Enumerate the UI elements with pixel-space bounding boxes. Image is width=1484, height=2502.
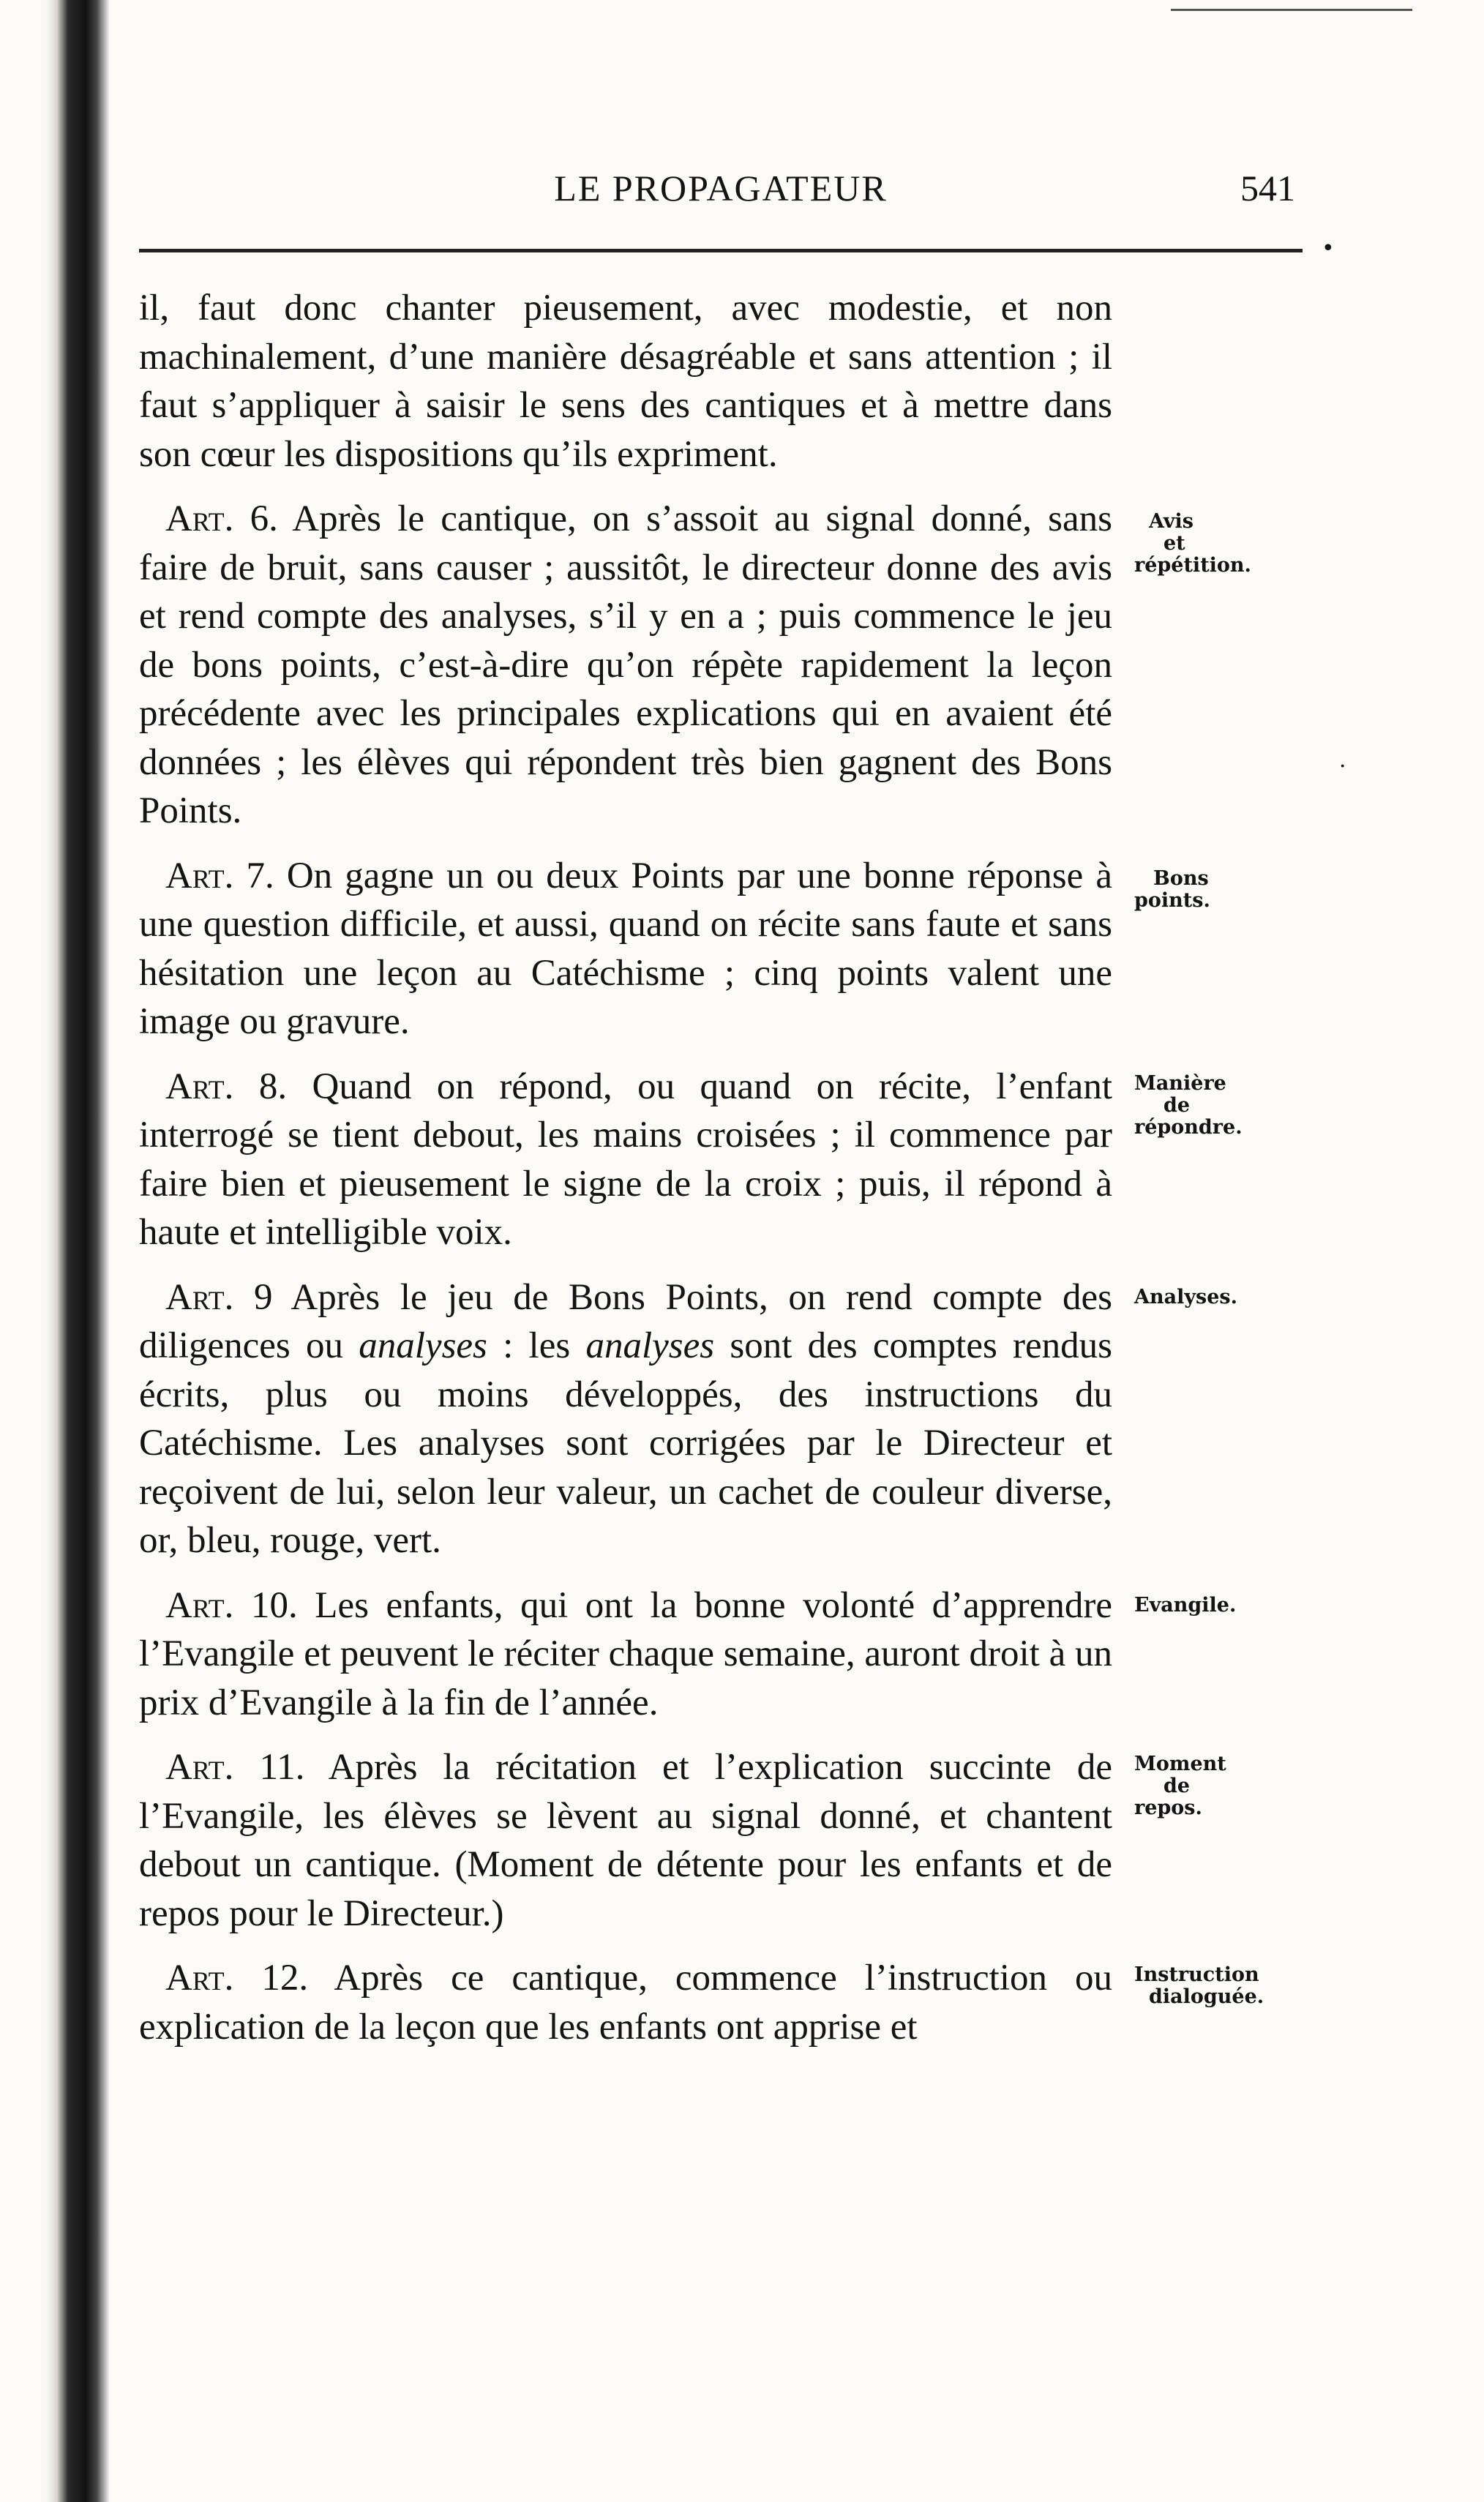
paragraph-text xyxy=(139,1273,1112,1565)
margin-note-maniere xyxy=(1134,1073,1442,1139)
article-text-before: Après le jeu de Bons Points, on rend compte des diligences ou xyxy=(139,1276,1113,1366)
margin-note-line: de xyxy=(1163,1093,1191,1117)
margin-note-line: de xyxy=(1163,1775,1191,1797)
paragraph-text xyxy=(139,495,1112,836)
article-11 xyxy=(139,1743,1226,1938)
article-emphasis: analyses xyxy=(359,1325,487,1366)
margin-note-line: Bons xyxy=(1153,866,1209,890)
margin-note-line: répétition. xyxy=(1134,554,1251,577)
article-number: Art. 6. xyxy=(165,498,278,539)
margin-note-line: Analyses. xyxy=(1134,1285,1237,1308)
article-text: Après la récitation et l’explication succinte de l’Evangile, les élèves se lèvent au signal donné, et chantent debout un cantique. (Moment de détente pour les enfants et de repos pour le Directeur.) xyxy=(139,1747,1113,1934)
page-edge-shadow xyxy=(0,0,110,2502)
article-text: Après ce cantique, commence l’instruction ou explication de la leçon que les enfants ont apprise et xyxy=(139,1958,1112,2048)
margin-note-line: points. xyxy=(1134,888,1210,912)
article-9 xyxy=(139,1273,1237,1565)
margin-note-bons-points xyxy=(1134,868,1442,912)
paragraph-text xyxy=(139,1581,1112,1728)
article-8 xyxy=(139,1063,1243,1257)
article-number: Art. 10. xyxy=(165,1584,298,1626)
margin-dot: • xyxy=(1322,236,1335,261)
page-header xyxy=(139,167,1303,218)
article-emphasis: analyses xyxy=(585,1325,715,1366)
margin-note-line: Avis xyxy=(1149,510,1194,533)
margin-note-analyses xyxy=(1134,1286,1442,1308)
margin-note-line: dialoguée. xyxy=(1149,1985,1264,2008)
margin-note-line: et xyxy=(1163,532,1185,555)
paragraph-text xyxy=(139,1063,1112,1257)
margin-dot: · xyxy=(1339,754,1346,779)
margin-note-avis xyxy=(1134,511,1442,577)
paragraph-continuation xyxy=(139,284,1112,479)
margin-note-evangile xyxy=(1134,1595,1442,1617)
paragraph-text xyxy=(139,852,1112,1046)
article-text: On gagne un ou deux Points par une bonne réponse à une question difficile, et aussi, quand on récite sans faute et sans hésitation une leçon au Catéchisme ; cinq points valent une image ou gravure. xyxy=(139,855,1113,1042)
article-number: Art. 11. xyxy=(165,1747,305,1788)
article-12 xyxy=(139,1954,1264,2051)
margin-note-line: repos. xyxy=(1134,1797,1202,1819)
article-number: Art. 7. xyxy=(165,855,274,896)
article-6 xyxy=(139,495,1251,836)
margin-note-line: Instruction xyxy=(1134,1963,1259,1986)
margin-note-line: Evangile. xyxy=(1134,1593,1237,1617)
running-title: LE PROPAGATEUR xyxy=(554,168,888,209)
article-text-after: sont des comptes rendus écrits, plus ou moins développés, des instructions du Catéchisme. Les analyses sont corrigées par le Directeur et reçoivent de lui, selon leur valeur, un cachet de couleur diverse, or, bleu, rouge, vert. xyxy=(139,1325,1113,1561)
margin-note-line: répondre. xyxy=(1134,1115,1243,1139)
article-7 xyxy=(139,852,1210,1046)
article-number: Art. 8. xyxy=(165,1065,288,1107)
article-text: Après le cantique, on s’assoit au signal donné, sans faire de bruit, sans causer ; aussitôt, le directeur donne des avis et rend compte des analyses, s’il y en a ; puis commence le jeu de bons points, c’est-à-dire qu’on répète rapidement la leçon précédente avec les principales explications qui en avaient été données ; les élèves qui répondent très bien gagnent des Bons Points. xyxy=(139,498,1112,831)
body-text xyxy=(139,284,1264,2067)
article-number: Art. 12. xyxy=(165,1958,309,1999)
article-10 xyxy=(139,1581,1237,1728)
header-rule xyxy=(139,249,1303,252)
paragraph-text xyxy=(139,1743,1112,1938)
article-number: Art. 9 xyxy=(165,1276,273,1318)
margin-note-instruction xyxy=(1134,1964,1442,2008)
top-border-line xyxy=(1171,9,1412,11)
page-number: 541 xyxy=(1240,168,1295,209)
article-text: Les enfants, qui ont la bonne volonté d’apprendre l’Evangile et peuvent le réciter chaque semaine, auront droit à un prix d’Evangile à la fin de l’année. xyxy=(139,1584,1112,1723)
margin-note-moment xyxy=(1134,1753,1442,1819)
margin-note-line: Moment xyxy=(1134,1753,1226,1775)
paragraph-text xyxy=(139,1954,1112,2051)
article-text-mid: : les xyxy=(487,1325,586,1366)
article-text: Quand on répond, ou quand on récite, l’enfant interrogé se tient debout, les mains croisées ; il commence par faire bien et pieusement le signe de la croix ; puis, il répond à haute et intelligible voix. xyxy=(139,1065,1112,1253)
margin-note-line: Manière xyxy=(1134,1071,1226,1095)
paragraph-text: il, faut donc chanter pieusement, avec modestie, et non machinalement, d’une manière désagréable et sans attention ; il faut s’appliquer à saisir le sens des cantiques et à mettre dans son cœur les dispositions qu’ils expriment. xyxy=(139,288,1112,475)
